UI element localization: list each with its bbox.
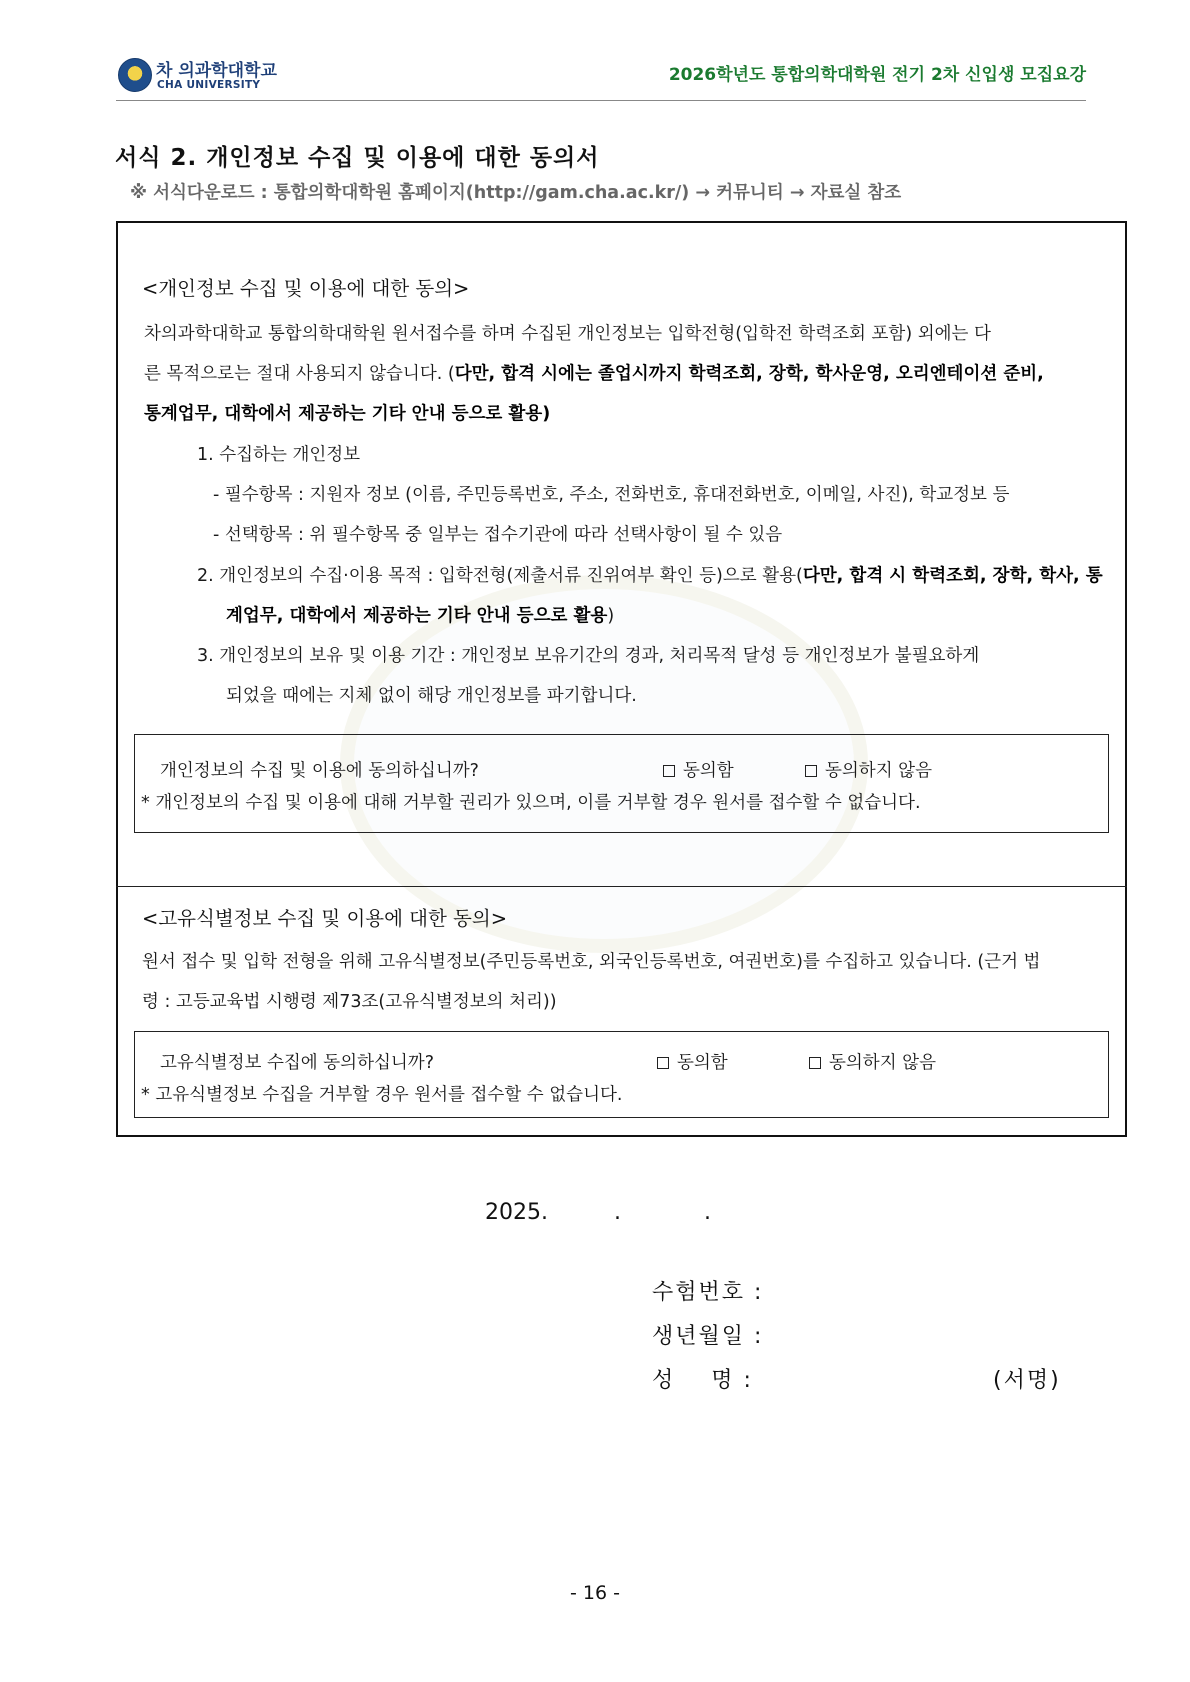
section1-heading: <개인정보 수집 및 이용에 대한 동의> bbox=[142, 277, 470, 300]
section2-paragraph-line2: 령 : 고등교육법 시행령 제73조(고유식별정보의 처리)) bbox=[142, 992, 557, 1012]
form-download-note: ※ 서식다운로드 : 통합의학대학원 홈페이지(http://gam.cha.ac.kr/) → 커뮤니티 → 자료실 참조 bbox=[130, 183, 902, 203]
date-year: 2025. bbox=[485, 1200, 548, 1225]
exam-number-label: 수험번호 : bbox=[652, 1280, 764, 1305]
section1-agree-option[interactable] bbox=[663, 757, 734, 782]
name-label: 성 명 : bbox=[652, 1368, 753, 1393]
section2-disagree-option[interactable] bbox=[809, 1049, 936, 1074]
section2-agree-option[interactable] bbox=[657, 1049, 728, 1074]
item2-line1-bold: 다만, 합격 시 학력조회, 장학, 학사, 통 bbox=[802, 566, 1103, 586]
section1-paragraph-line1: 차의과학대학교 통합의학대학원 원서접수를 하며 수집된 개인정보는 입학전형(입학전 학력조회 포함) 외에는 다 bbox=[144, 324, 991, 344]
item3-line2: 되었을 때에는 지체 없이 해당 개인정보를 파기합니다. bbox=[226, 686, 637, 706]
section2-heading: <고유식별정보 수집 및 이용에 대한 동의> bbox=[142, 907, 508, 930]
section2-consent-note: * 고유식별정보 수집을 거부할 경우 원서를 접수할 수 없습니다. bbox=[141, 1085, 623, 1105]
section2-agree-checkbox[interactable] bbox=[657, 1057, 669, 1069]
item2-line1-plain: 2. 개인정보의 수집·이용 목적 : 입학전형(제출서류 진위여부 확인 등)으로 활용( bbox=[197, 566, 803, 586]
section2-disagree-label: 동의하지 않음 bbox=[829, 1053, 936, 1073]
page-number: - 16 - bbox=[570, 1582, 620, 1604]
item2-line1 bbox=[197, 562, 1103, 587]
item1-optional: - 선택항목 : 위 필수항목 중 일부는 접수기관에 따라 선택사항이 될 수 있음 bbox=[213, 525, 783, 545]
university-logo-icon bbox=[118, 58, 152, 92]
birth-date-label: 생년월일 : bbox=[652, 1324, 764, 1349]
section2-disagree-checkbox[interactable] bbox=[809, 1057, 821, 1069]
date-month-dot: . bbox=[614, 1200, 621, 1225]
section1-paragraph-line2-plain: 른 목적으로는 절대 사용되지 않습니다. ( bbox=[144, 364, 455, 384]
section1-agree-checkbox[interactable] bbox=[663, 765, 675, 777]
date-day-dot: . bbox=[704, 1200, 711, 1225]
section1-disagree-checkbox[interactable] bbox=[805, 765, 817, 777]
section1-consent-note: * 개인정보의 수집 및 이용에 대해 거부할 권리가 있으며, 이를 거부할 경우 원서를 접수할 수 없습니다. bbox=[141, 793, 921, 813]
signature-label: (서명) bbox=[993, 1368, 1061, 1393]
section2-consent-question: 고유식별정보 수집에 동의하십니까? bbox=[160, 1053, 434, 1073]
logo-korean-name: 차 의과학대학교 bbox=[156, 61, 277, 81]
item1-required: - 필수항목 : 지원자 정보 (이름, 주민등록번호, 주소, 전화번호, 휴대전화번호, 이메일, 사진), 학교정보 등 bbox=[213, 485, 1010, 505]
item2-line2-bold: 계업무, 대학에서 제공하는 기타 안내 등으로 활용 bbox=[226, 606, 608, 626]
section2-agree-label: 동의함 bbox=[677, 1053, 728, 1073]
item2-line2 bbox=[226, 602, 614, 627]
item1-heading: 1. 수집하는 개인정보 bbox=[197, 445, 361, 465]
section1-disagree-label: 동의하지 않음 bbox=[825, 761, 932, 781]
section1-paragraph-line2-bold: 다만, 합격 시에는 졸업시까지 학력조회, 장학, 학사운영, 오리엔테이션 준비, bbox=[454, 364, 1044, 384]
form-title: 서식 2. 개인정보 수집 및 이용에 대한 동의서 bbox=[115, 145, 600, 171]
item3-line1: 3. 개인정보의 보유 및 이용 기간 : 개인정보 보유기간의 경과, 처리목적 달성 등 개인정보가 불필요하게 bbox=[197, 646, 980, 666]
section1-consent-box bbox=[134, 734, 1109, 833]
section2-paragraph-line1: 원서 접수 및 입학 전형을 위해 고유식별정보(주민등록번호, 외국인등록번호, 여권번호)를 수집하고 있습니다. (근거 법 bbox=[142, 952, 1041, 972]
logo-english-name: CHA UNIVERSITY bbox=[157, 79, 261, 91]
section1-disagree-option[interactable] bbox=[805, 757, 932, 782]
section1-consent-question: 개인정보의 수집 및 이용에 동의하십니까? bbox=[160, 761, 479, 781]
section1-agree-label: 동의함 bbox=[683, 761, 734, 781]
section1-paragraph-line3: 통계업무, 대학에서 제공하는 기타 안내 등으로 활용) bbox=[144, 404, 551, 424]
header-title: 2026학년도 통합의학대학원 전기 2차 신입생 모집요강 bbox=[668, 65, 1086, 85]
section-divider bbox=[116, 886, 1127, 887]
header-divider bbox=[116, 100, 1086, 101]
section1-paragraph-line2 bbox=[144, 360, 1044, 385]
item2-line2-plain: ) bbox=[607, 606, 615, 626]
